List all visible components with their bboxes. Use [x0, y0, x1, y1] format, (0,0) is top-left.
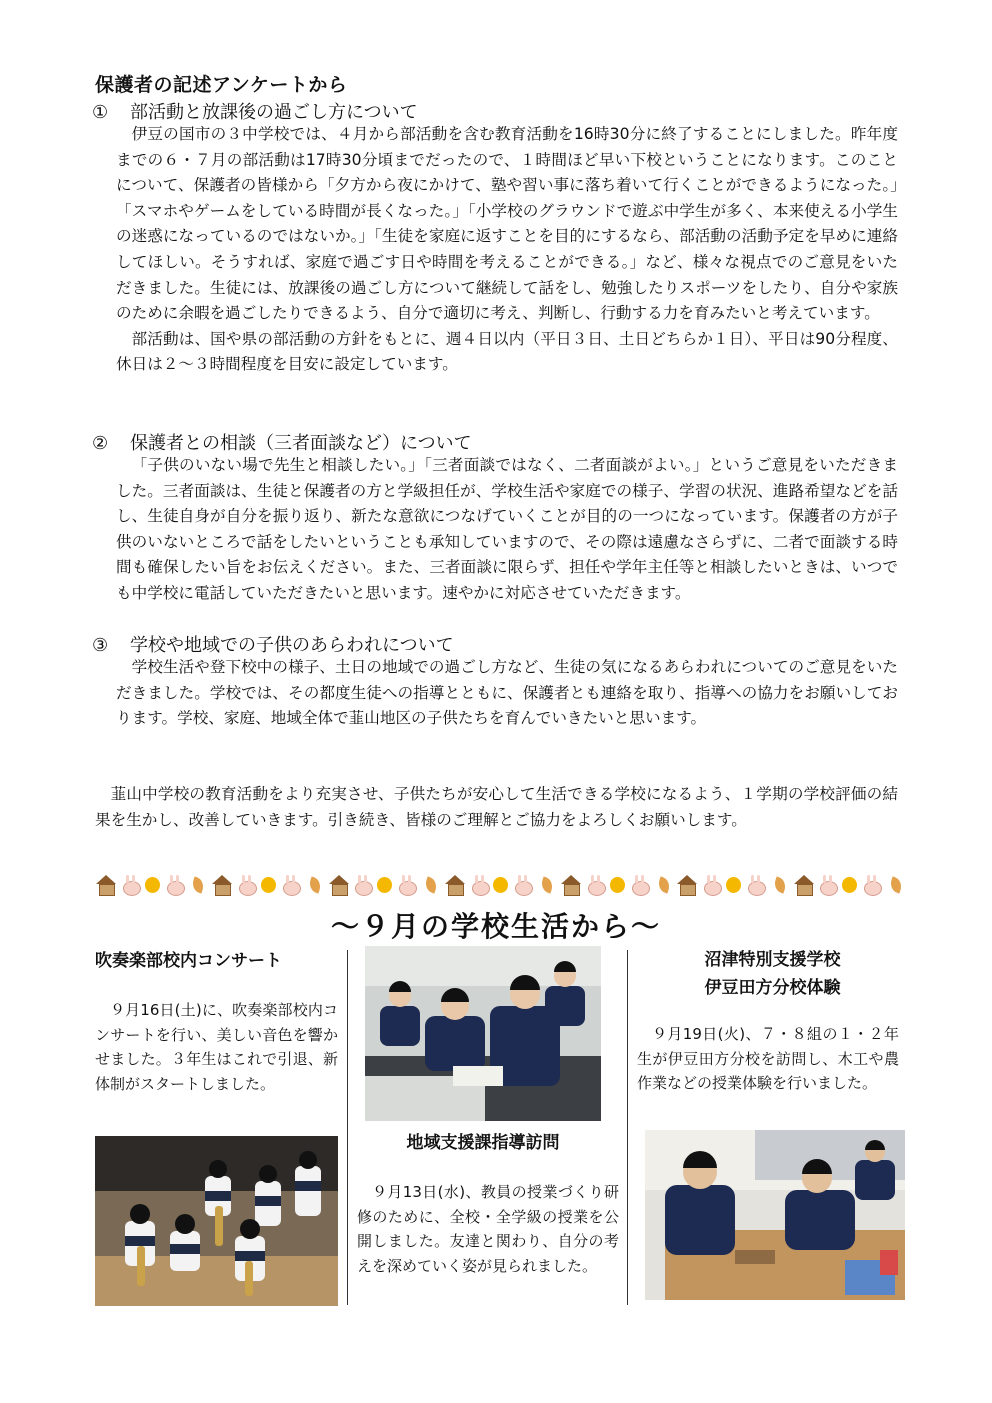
section-2-paragraph-1: 「子供のいない場で先生と相談したい。」「三者面談ではなく、二者面談がよい。」というご意見をいただきました。三者面談は、生徒と保護者の方と学級担任が、学校生活や家庭での様子、学習の状況、進路希望などを話し、生徒自身が自分を振り返り、新たな意欲につなげていくことが目的の一つになっています。保護者の方が子供のいないところで話をしたいということも承知していますので、その際は遠慮なさらずに、二者で面談する時間も確保したい旨をお伝えください。また、三者面談に限らず、担任や学年主任等と相談したいときは、いつでも中学校に電話していただきたいと思います。速やかに対応させていただきます。 [116, 456, 898, 602]
rabbit-icon [629, 875, 650, 895]
right-column-text: ９月19日(火)、７・８組の１・２年生が伊豆田方分校を訪問し、木工や農作業などの授業体験を行いました。 [637, 1025, 899, 1092]
banner-title: ～９月の学校生活から～ [330, 910, 661, 943]
section-1-title [92, 98, 418, 124]
section-3-title [92, 631, 454, 657]
right-column-title [640, 946, 905, 1002]
center-column-text: ９月13日(水)、教員の授業づくり研修のために、全校・全学級の授業を公開しました。友達と関わり、自分の考えを深めていく姿が見られました。 [357, 1183, 619, 1275]
rabbit-icon [861, 875, 882, 895]
rabbit-icon [396, 875, 417, 895]
section-1-paragraph-2: 部活動は、国や県の部活動の方針をもとに、週４日以内（平日３日、土日どちらか１日）、平日は90分程度、休日は２～３時間程度を目安に設定しています。 [116, 329, 898, 374]
sun-icon [261, 877, 276, 893]
house-icon [676, 875, 697, 895]
left-column-text: ９月16日(土)に、吹奏楽部校内コンサートを行い、美しい音色を響かせました。３年生はこれで引退、新体制がスタートしました。 [95, 1001, 338, 1093]
section-3-paragraph-1: 学校生活や登下校中の様子、土日の地域での過ごし方など、生徒の気になるあらわれについてのご意見をいただきました。学校では、その都度生徒への指導とともに、保護者とも連絡を取り、指導への協力をお願いしております。学校、家庭、地域全体で韮山地区の子供たちを育んでいきたいと思います。 [116, 658, 898, 728]
rabbit-icon [817, 875, 838, 895]
section-2-title [92, 429, 472, 455]
house-icon [95, 875, 116, 895]
right-column-title-line-1: 沼津特別支援学校 [704, 950, 841, 970]
leaf-icon [654, 876, 673, 894]
column-divider-left [347, 950, 348, 1305]
closing-paragraph: 韮山中学校の教育活動をより充実させ、子供たちが安心して生活できる学校になるよう、１学期の学校評価の結果を生かし、改善していきます。引き続き、皆様のご理解とご協力をよろしくお願いします。 [95, 785, 898, 829]
leaf-icon [537, 876, 556, 894]
section-3-number: ③ [92, 635, 109, 656]
left-column-title: 吹奏楽部校内コンサート [95, 951, 282, 971]
rabbit-icon [164, 875, 185, 895]
sun-icon [842, 877, 857, 893]
rabbit-icon [280, 875, 301, 895]
rabbit-icon [701, 875, 722, 895]
sun-icon [377, 877, 392, 893]
rabbit-icon [120, 875, 141, 895]
section-1-body [116, 122, 898, 378]
house-icon [793, 875, 814, 895]
brass-band-concert-photo [95, 1136, 338, 1306]
house-icon [328, 875, 349, 895]
section-2-title-text: 保護者との相談（三者面談など）について [130, 433, 472, 454]
rabbit-icon [352, 875, 373, 895]
rabbit-icon [745, 875, 766, 895]
leaf-icon [305, 876, 324, 894]
sun-icon [726, 877, 741, 893]
rabbit-icon [236, 875, 257, 895]
closing-message [95, 782, 898, 833]
rabbit-icon [469, 875, 490, 895]
sun-icon [493, 877, 508, 893]
section-2-number: ② [92, 433, 109, 454]
column-divider-right [627, 950, 628, 1305]
section-3-title-text: 学校や地域での子供のあらわれについて [130, 635, 454, 656]
classroom-lesson-photo [365, 946, 601, 1121]
section-3-body [116, 655, 898, 732]
rabbit-icon [585, 875, 606, 895]
house-icon [444, 875, 465, 895]
section-1-paragraph-1: 伊豆の国市の３中学校では、４月から部活動を含む教育活動を16時30分に終了することにしました。昨年度までの６・７月の部活動は17時30分頃までだったので、１時間ほど早い下校ということになります。このことについて、保護者の皆様から「夕方から夜にかけて、塾や習い事に落ち着いて行くことができるようになった。」「スマホやゲームをしている時間が長くなった。」「小学校のグラウンドで遊ぶ中学生が多く、本来使える小学生の迷惑になっているのではないか。」「生徒を家庭に返すことを目的にするなら、部活動の活動予定を早めに連絡してほしい。そうすれば、家庭で過ごす日や時間を考えることができる。」など、様々な視点でのご意見をいただきました。生徒には、放課後の過ごし方について継続して話をし、勉強したりスポーツをしたり、自分や家族のために余暇を過ごしたりできるよう、自分で適切に考え、判断し、行動する力を育みたいと考えています。 [116, 125, 898, 323]
house-icon [211, 875, 232, 895]
section-1-title-text: 部活動と放課後の過ごし方について [130, 102, 418, 123]
section-1-number: ① [92, 102, 109, 123]
leaf-icon [886, 876, 905, 894]
sun-icon [145, 877, 160, 893]
leaf-icon [421, 876, 440, 894]
leaf-icon [188, 876, 207, 894]
decorative-border [95, 870, 905, 900]
center-column-title: 地域支援課指導訪問 [406, 1133, 560, 1153]
house-icon [560, 875, 581, 895]
section-2-body [116, 453, 898, 607]
right-column-title-line-2: 伊豆田方分校体験 [704, 978, 841, 998]
sun-icon [610, 877, 625, 893]
woodworking-class-photo [645, 1130, 905, 1300]
rabbit-icon [512, 875, 533, 895]
survey-heading: 保護者の記述アンケートから [95, 74, 348, 96]
leaf-icon [770, 876, 789, 894]
